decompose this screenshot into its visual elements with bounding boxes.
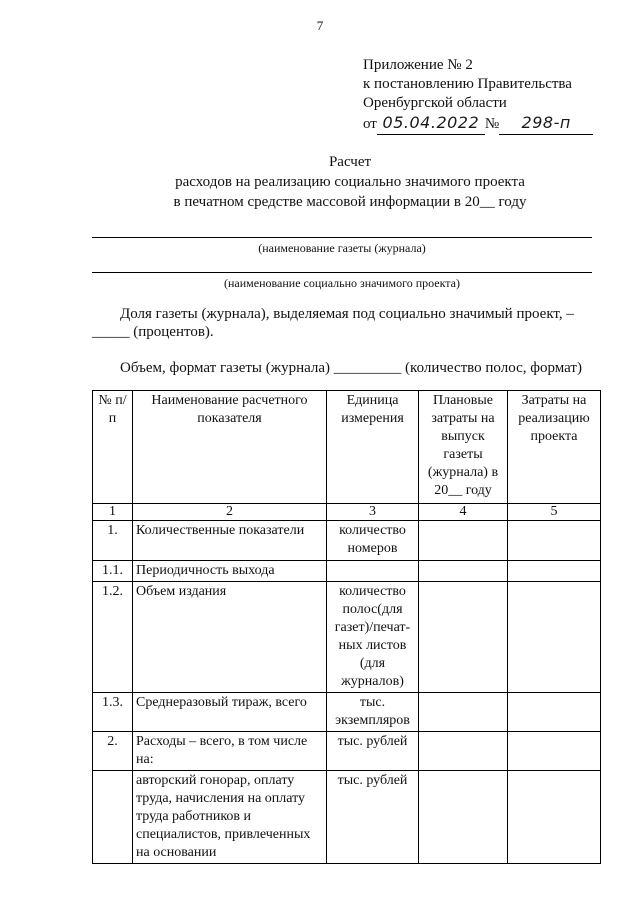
- page-number: 7: [316, 18, 324, 33]
- share-line-2: _____ (процентов).: [92, 324, 214, 340]
- volume-line: Объем, формат газеты (журнала) _________ (количество полос, формат): [120, 360, 582, 376]
- row-planned: [419, 582, 508, 693]
- table-row: [93, 561, 601, 582]
- row-costs: [508, 561, 601, 582]
- row-costs: [508, 693, 601, 732]
- row-planned: [419, 561, 508, 582]
- row-unit: тыс. экземпляров: [327, 693, 419, 732]
- header-name: Наименование расчетного показателя: [133, 391, 327, 504]
- appendix-block: [363, 56, 593, 135]
- date-field: [377, 113, 485, 135]
- appendix-date-line: [363, 113, 593, 135]
- document-title: [0, 152, 640, 212]
- table-row: [93, 771, 601, 864]
- number-field: [499, 113, 593, 135]
- row-name: Расходы – всего, в том числе на:: [133, 732, 327, 771]
- project-name-caption: (наименование социально значимого проекта): [224, 276, 460, 290]
- row-unit: количество номеров: [327, 521, 419, 561]
- row-planned: [419, 521, 508, 561]
- table-row: [93, 521, 601, 561]
- table-row: [93, 693, 601, 732]
- header-num: № п/п: [93, 391, 133, 504]
- row-unit: [327, 561, 419, 582]
- row-planned: [419, 693, 508, 732]
- header-costs: Затраты на реализацию проекта: [508, 391, 601, 504]
- row-name: авторский гонорар, оплату труда, начисления на оплату труда работников и специалистов, привлеченных на основании: [133, 771, 327, 864]
- row-num: 2.: [93, 732, 133, 771]
- row-costs: [508, 521, 601, 561]
- title-line-3: в печатном средстве массовой информации в 20__ году: [173, 194, 527, 210]
- row-num: 1.: [93, 521, 133, 561]
- calculation-table: [92, 390, 601, 864]
- row-costs: [508, 732, 601, 771]
- row-costs: [508, 771, 601, 864]
- table-header-row: [93, 391, 601, 504]
- row-planned: [419, 732, 508, 771]
- row-unit: тыс. рублей: [327, 771, 419, 864]
- header-planned: Плановые затраты на выпуск газеты (журнала) в 20__ году: [419, 391, 508, 504]
- row-num: 1.3.: [93, 693, 133, 732]
- column-number: 5: [508, 504, 601, 521]
- appendix-line-1: Приложение № 2: [363, 57, 473, 73]
- header-unit: Единица измерения: [327, 391, 419, 504]
- row-num: [93, 771, 133, 864]
- table-row: [93, 582, 601, 693]
- row-planned: [419, 771, 508, 864]
- newspaper-name-caption: (наименование газеты (журнала): [258, 241, 426, 255]
- appendix-line-3: Оренбургской области: [363, 95, 507, 111]
- title-line-2: расходов на реализацию социально значимого проекта: [175, 174, 525, 190]
- from-label: от: [363, 116, 377, 132]
- row-costs: [508, 582, 601, 693]
- newspaper-name-line: [92, 237, 592, 238]
- table-row: [93, 732, 601, 771]
- row-unit: количество полос(для газет)/печат-ных листов (для журналов): [327, 582, 419, 693]
- handwritten-date: 05.04.2022: [382, 113, 480, 132]
- row-num: 1.1.: [93, 561, 133, 582]
- appendix-line-2: к постановлению Правительства: [363, 76, 572, 92]
- handwritten-number: 298-п: [521, 113, 571, 132]
- project-name-line: [92, 272, 592, 273]
- column-number-row: [93, 504, 601, 521]
- row-name: Количественные показатели: [133, 521, 327, 561]
- number-label: №: [484, 116, 500, 132]
- row-name: Периодичность выхода: [133, 561, 327, 582]
- row-name: Среднеразовый тираж, всего: [133, 693, 327, 732]
- row-name: Объем издания: [133, 582, 327, 693]
- title-line-1: Расчет: [328, 154, 372, 170]
- row-unit: тыс. рублей: [327, 732, 419, 771]
- column-number: 1: [93, 504, 133, 521]
- share-line-1: Доля газеты (журнала), выделяемая под социально значимый проект, –: [120, 306, 574, 322]
- column-number: 4: [419, 504, 508, 521]
- row-num: 1.2.: [93, 582, 133, 693]
- column-number: 3: [327, 504, 419, 521]
- column-number: 2: [133, 504, 327, 521]
